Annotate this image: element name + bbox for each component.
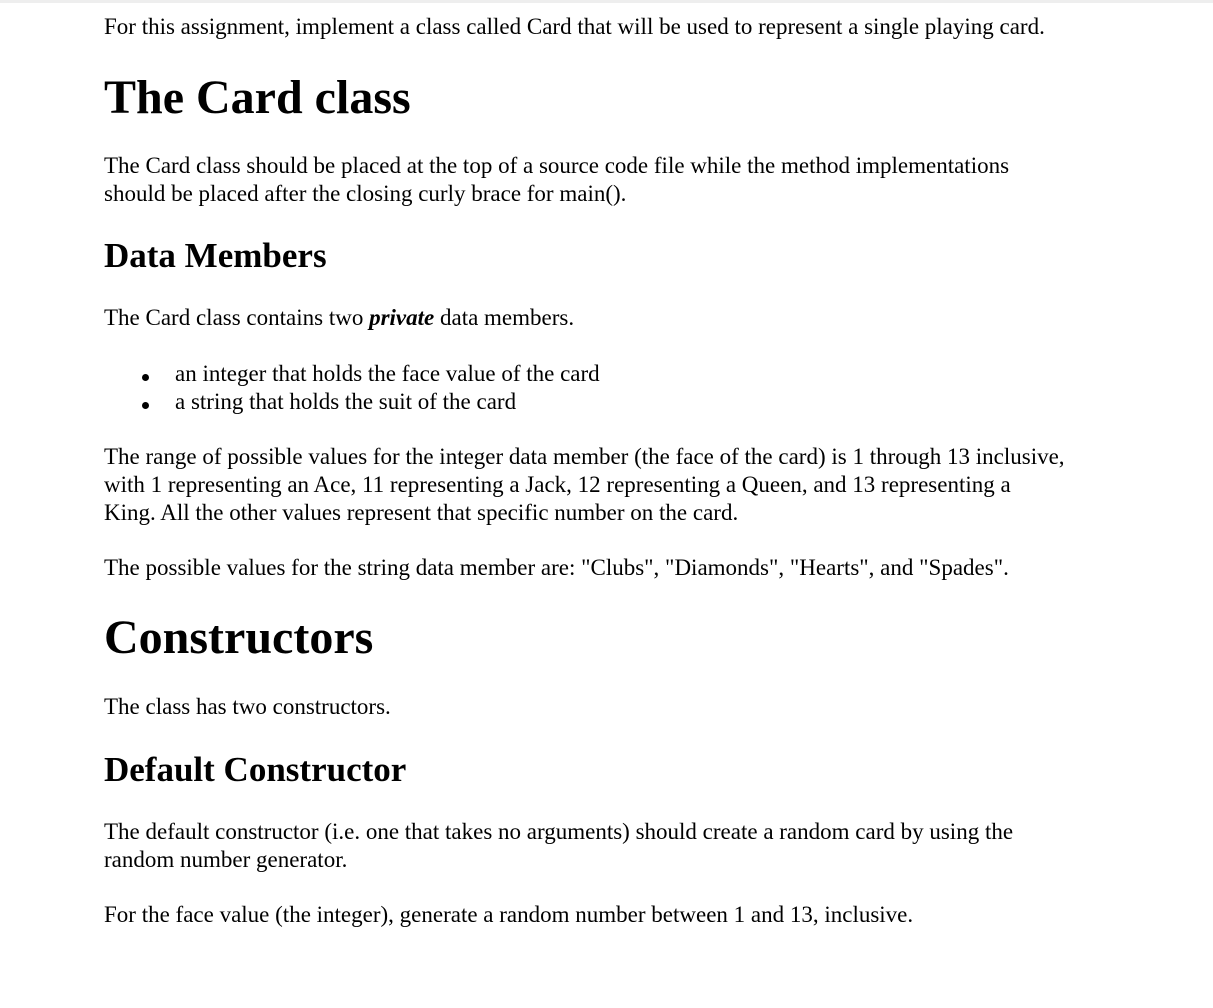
intro-paragraph: For this assignment, implement a class called Card that will be used to represent a single playing card. xyxy=(104,14,1045,39)
face-value-paragraph: For the face value (the integer), generate a random number between 1 and 13, inclusive. xyxy=(104,902,914,927)
heading-constructors: Constructors xyxy=(104,611,374,664)
default-constructor-paragraph-line-1: The default constructor (i.e. one that takes no arguments) should create a random card by using the xyxy=(104,819,1014,844)
card-class-paragraph-line-2: should be placed after the closing curly brace for main(). xyxy=(104,181,627,206)
page-top-border xyxy=(0,0,1213,3)
data-members-intro-text-after: data members. xyxy=(434,305,575,330)
range-paragraph-line-2: with 1 representing an Ace, 11 representing a Jack, 12 representing a Queen, and 13 representing a xyxy=(104,472,1011,497)
data-members-intro-text-before: The Card class contains two xyxy=(104,305,370,330)
constructors-paragraph: The class has two constructors. xyxy=(104,694,391,719)
card-class-paragraph-line-1: The Card class should be placed at the top of a source code file while the method implementations xyxy=(104,153,1010,178)
private-emphasis: private xyxy=(369,305,435,330)
default-constructor-paragraph-line-2: random number generator. xyxy=(104,847,348,872)
list-item-integer: an integer that holds the face value of the card xyxy=(175,361,600,386)
range-paragraph-line-1: The range of possible values for the integer data member (the face of the card) is 1 through 13 inclusive, xyxy=(104,444,1065,469)
bullet-icon xyxy=(142,374,149,381)
data-members-intro xyxy=(104,304,574,332)
heading-data-members: Data Members xyxy=(104,236,327,275)
suits-paragraph: The possible values for the string data member are: "Clubs", "Diamonds", "Hearts", and "Spades". xyxy=(104,555,1009,580)
list-item-string: a string that holds the suit of the card xyxy=(175,389,517,414)
range-paragraph-line-3: King. All the other values represent that specific number on the card. xyxy=(104,500,739,525)
heading-default-constructor: Default Constructor xyxy=(104,750,407,789)
heading-card-class: The Card class xyxy=(104,71,411,124)
bullet-icon xyxy=(142,402,149,409)
